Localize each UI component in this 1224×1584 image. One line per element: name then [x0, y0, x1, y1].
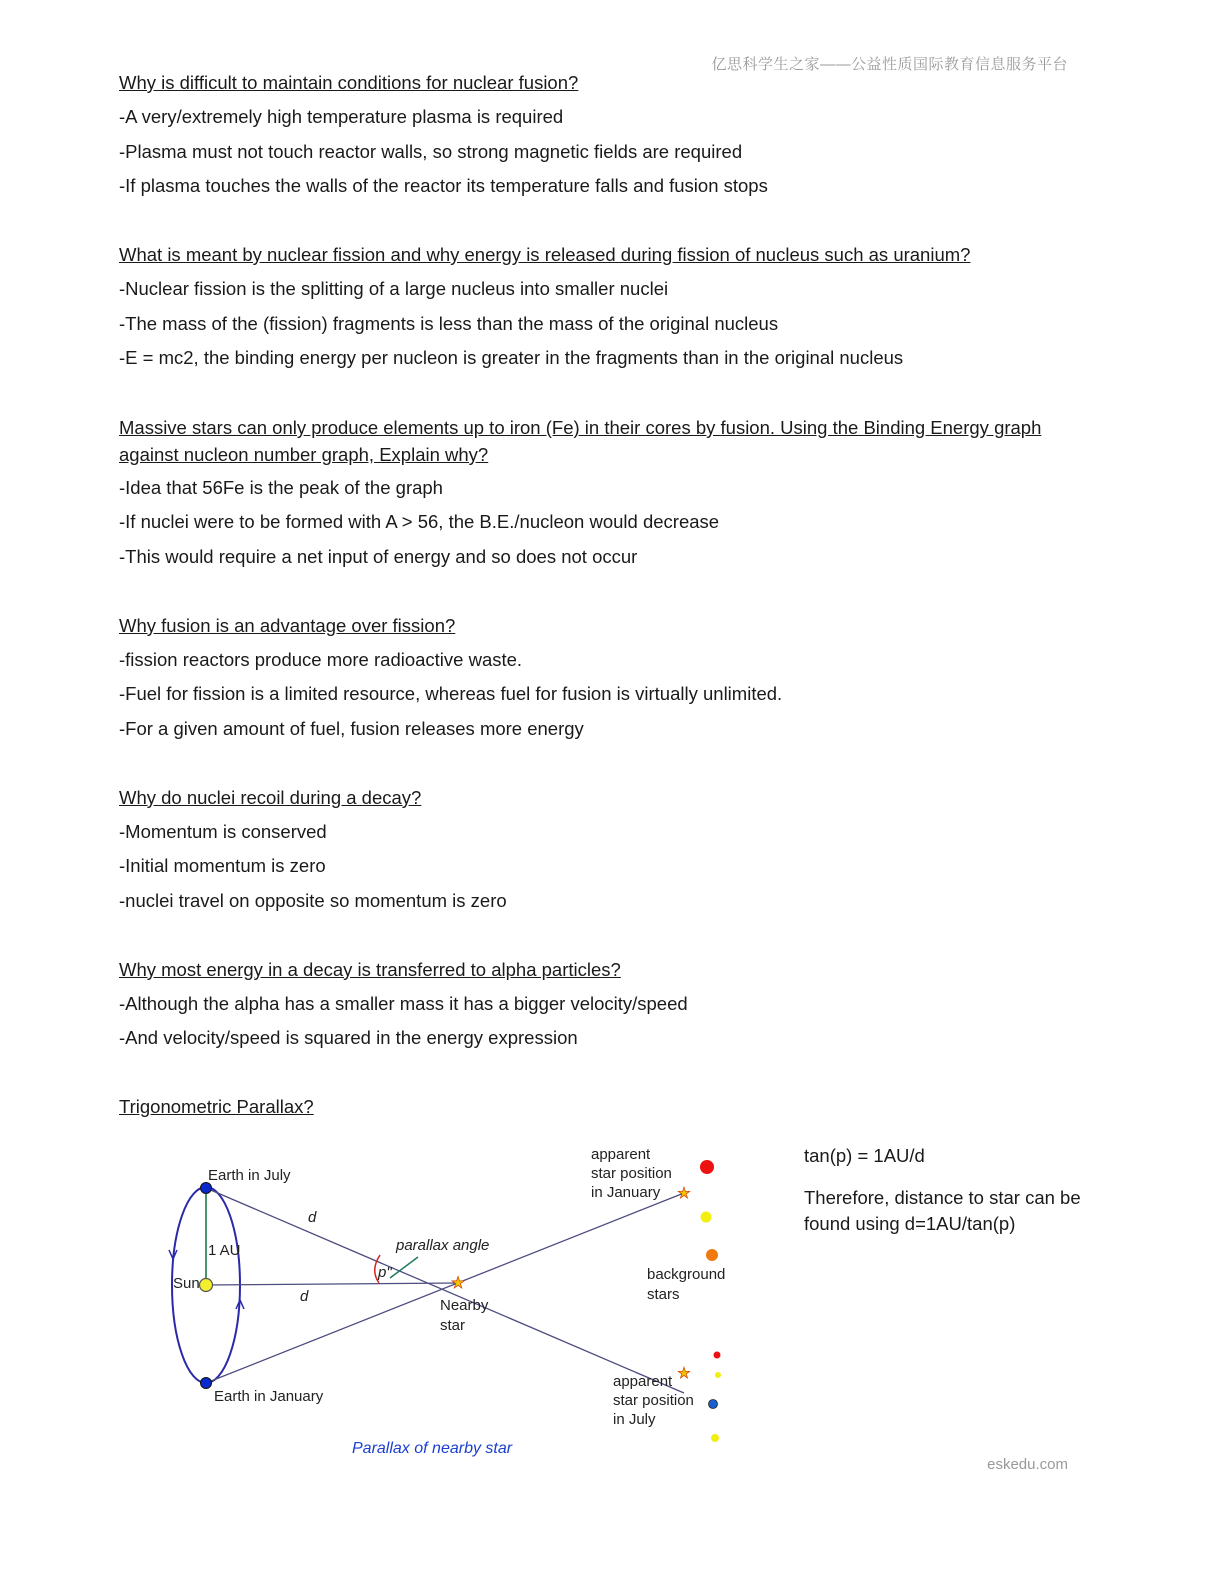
question-heading: Why is difficult to maintain conditions for nuclear fusion?: [119, 72, 579, 93]
section-fusion-conditions: [119, 66, 1079, 204]
section-fusion-advantage: [119, 609, 1079, 747]
question-heading: Massive stars can only produce elements up to iron (Fe) in their cores by fusion. Using the Binding Energy graph against nucleon number graph, Explain why?: [119, 417, 1042, 466]
question-heading: Why do nuclei recoil during a decay?: [119, 786, 422, 808]
answer-line: -nuclei travel on opposite so momentum is zero: [119, 889, 507, 911]
answer-line: -Fuel for fission is a limited resource, whereas fuel for fusion is virtually unlimited.: [119, 683, 783, 705]
answer-line: -Idea that 56Fe is the peak of the graph: [119, 477, 443, 499]
label-earth-july: Earth in July: [208, 1167, 291, 1184]
sightline-january: [206, 1193, 684, 1383]
footer-site: eskedu.com: [987, 1456, 1068, 1473]
label-background: background: [647, 1266, 726, 1283]
background-star-red-icon: [700, 1160, 714, 1174]
label-apparent-jan-1: apparent: [591, 1146, 651, 1163]
question-heading: Why most energy in a decay is transferred to alpha particles?: [119, 958, 621, 980]
parallax-explanation: Therefore, distance to star can be found using d=1AU/tan(p): [804, 1187, 1081, 1234]
answer-line: -Nuclear fission is the splitting of a large nucleus into smaller nuclei: [119, 278, 669, 300]
document-body: [119, 66, 1079, 1159]
label-earth-january: Earth in January: [214, 1388, 324, 1405]
label-apparent-jan-2: star position: [591, 1165, 672, 1182]
label-sun: Sun: [173, 1275, 200, 1292]
label-star: star: [440, 1317, 466, 1334]
answer-line: -Initial momentum is zero: [119, 855, 326, 877]
parallax-formula: tan(p) = 1AU/d: [804, 1145, 925, 1166]
label-nearby: Nearby: [440, 1297, 489, 1314]
label-p: p": [378, 1264, 392, 1281]
label-d-lower: d: [300, 1288, 309, 1305]
earth-january-dot: [201, 1378, 212, 1389]
apparent-star-january-icon: ★: [677, 1185, 691, 1202]
angle-pointer: [390, 1257, 418, 1278]
background-star-yellow-icon: [701, 1212, 712, 1223]
answer-line: -A very/extremely high temperature plasma is required: [119, 106, 564, 128]
label-apparent-jan-3: in January: [591, 1184, 661, 1201]
section-nuclear-fission: [119, 238, 1079, 376]
answer-line: -If plasma touches the walls of the reactor its temperature falls and fusion stops: [119, 175, 768, 197]
answer-line: -This would require a net input of energy and so does not occur: [119, 545, 638, 567]
answer-line: -E = mc2, the binding energy per nucleon is greater in the fragments than in the original nucleus: [119, 347, 904, 369]
apparent-star-july-icon: ★: [677, 1365, 691, 1382]
answer-line: -The mass of the (fission) fragments is less than the mass of the original nucleus: [119, 312, 779, 334]
question-heading: What is meant by nuclear fission and why energy is released during fission of nucleus such as uranium?: [119, 244, 971, 266]
label-parallax-angle: parallax angle: [396, 1237, 490, 1254]
question-heading: Trigonometric Parallax?: [119, 1096, 314, 1118]
parallax-svg: [150, 1135, 770, 1465]
answer-line: -fission reactors produce more radioactive waste.: [119, 649, 523, 671]
label-d-upper: d: [308, 1209, 317, 1226]
background-star-small-red-icon: [714, 1352, 721, 1359]
label-stars: stars: [647, 1286, 680, 1303]
answer-line: -Momentum is conserved: [119, 821, 327, 843]
sun-dot: [200, 1279, 213, 1292]
section-iron-peak: [119, 410, 1079, 574]
answer-line: -Although the alpha has a smaller mass it has a bigger velocity/speed: [119, 993, 688, 1015]
parallax-diagram: [150, 1135, 770, 1465]
earth-july-dot: [201, 1183, 212, 1194]
answer-line: -Plasma must not touch reactor walls, so strong magnetic fields are required: [119, 140, 743, 162]
background-star-small-yellow-icon: [715, 1372, 721, 1378]
label-apparent-jul-1: apparent: [613, 1373, 673, 1390]
label-apparent-jul-2: star position: [613, 1392, 694, 1409]
label-apparent-jul-3: in July: [613, 1411, 656, 1428]
watermark: 亿思科学生之家——公益性质国际教育信息服务平台: [711, 56, 1068, 73]
nearby-star-icon: ★: [450, 1275, 466, 1292]
background-star-orange-icon: [706, 1249, 718, 1261]
section-parallax: [119, 1090, 1079, 1124]
sun-star-line: [206, 1283, 458, 1285]
label-1au: 1 AU: [208, 1242, 241, 1259]
diagram-caption: Parallax of nearby star: [352, 1440, 513, 1457]
background-star-blue-icon: [709, 1400, 718, 1409]
parallax-notes: [804, 1143, 1104, 1253]
answer-line: -If nuclei were to be formed with A > 56, the B.E./nucleon would decrease: [119, 511, 720, 533]
background-star-yellow2-icon: [711, 1434, 719, 1442]
question-heading: Why fusion is an advantage over fission?: [119, 614, 456, 636]
section-nuclei-recoil: [119, 781, 1079, 919]
answer-line: -And velocity/speed is squared in the energy expression: [119, 1027, 578, 1049]
section-alpha-energy: [119, 953, 1079, 1056]
sightline-july: [206, 1188, 684, 1393]
answer-line: -For a given amount of fuel, fusion releases more energy: [119, 717, 584, 739]
